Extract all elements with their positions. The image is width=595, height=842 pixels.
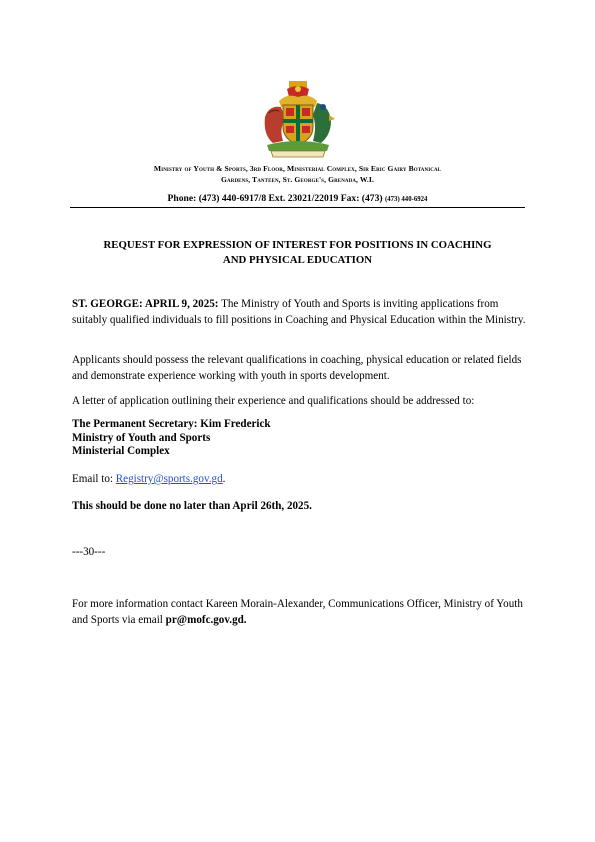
email-prefix: Email to: [72,473,116,485]
ministry-address-line2: Gardens, Tanteen, St. George's, Grenada, W.I. [221,175,374,184]
header-divider [70,207,525,208]
ministry-address-line1: Ministry of Youth & Sports, 3rd Floor, Ministerial Complex, Sir Eric Gairy Botanical [153,164,442,173]
contact-text: For more information contact Kareen Morain-Alexander, Communications Officer, Ministry of Youth and Sports via email [72,598,523,627]
title-line1: REQUEST FOR EXPRESSION OF INTEREST FOR POSITIONS IN COACHING [103,239,492,251]
contact-paragraph [72,596,528,629]
addressee-line2: Ministry of Youth and Sports [72,431,211,444]
registry-email-link[interactable]: Registry@sports.gov.gd [115,473,223,485]
intro-paragraph [72,296,528,329]
coat-of-arms-icon [259,79,337,159]
phone-fax-line [60,193,535,204]
end-mark: ---30--- [72,546,106,558]
email-suffix: . [222,473,226,485]
fax-number: (473) 440-6924 [384,196,428,203]
email-line [72,473,225,485]
title-line2: AND PHYSICAL EDUCATION [222,254,373,266]
qualifications-paragraph: Applicants should possess the relevant qualifications in coaching, physical education or related fields and demonstrate experience working with youth in sports development. [72,354,522,383]
deadline-notice: This should be done no later than April 26th, 2025. [72,500,312,512]
contact-email: pr@mofc.gov.gd. [165,614,247,627]
addressee-line1: The Permanent Secretary: Kim Frederick [72,418,271,430]
phone-text: Phone: (473) 440-6917/8 Ext. 23021/22019 Fax: (473) [167,193,383,204]
dateline: ST. GEORGE: APRIL 9, 2025: [72,298,219,310]
document-title [70,238,525,268]
application-paragraph: A letter of application outlining their experience and qualifications should be addressed to: [72,395,475,407]
addressee-line3: Ministerial Complex [72,445,170,458]
intro-text: The Ministry of Youth and Sports is inviting applications from suitably qualified individuals to fill positions in Coaching and Physical Education within the Ministry. [72,298,526,327]
addressee-block [72,418,271,459]
